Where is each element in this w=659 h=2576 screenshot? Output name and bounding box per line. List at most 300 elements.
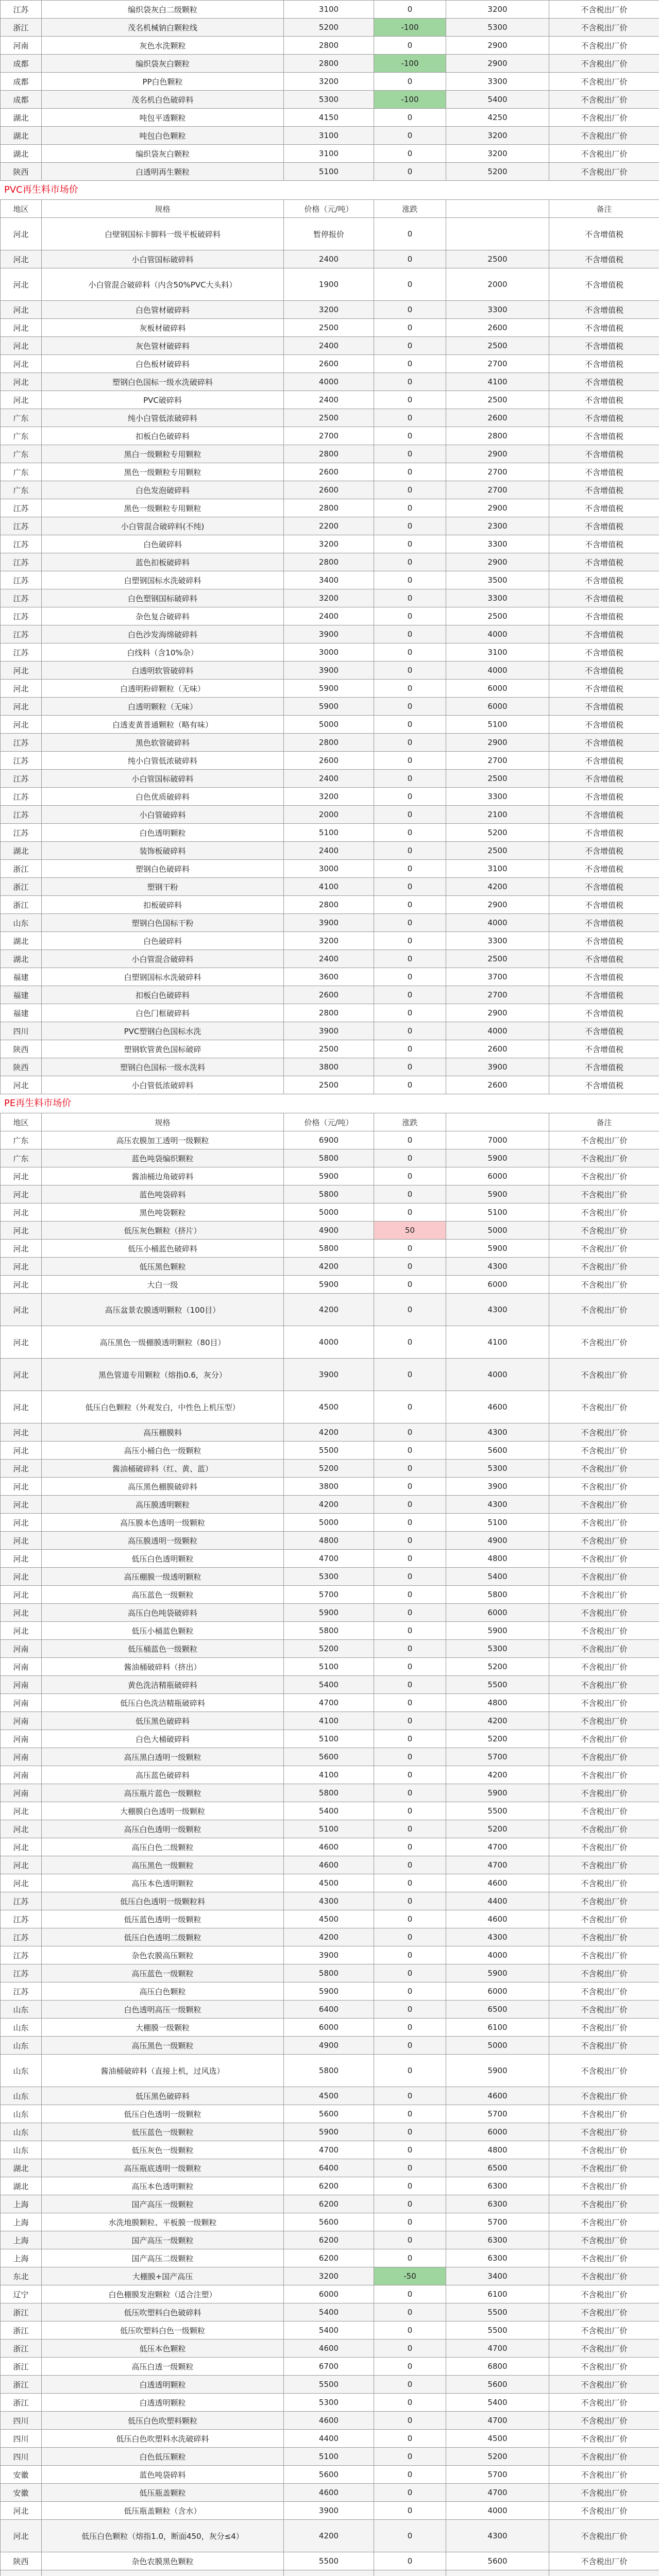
remark-cell: 不含增值税 (549, 301, 659, 319)
change-cell: 0 (374, 1240, 446, 1258)
price-high-cell: 5600 (446, 2376, 549, 2394)
region-cell: 河北 (1, 698, 42, 716)
price-cell: 4100 (284, 1712, 374, 1730)
price-high-cell: 5900 (446, 1149, 549, 1167)
price-high-cell: 2900 (446, 734, 549, 752)
price-high-cell: 2500 (446, 950, 549, 968)
region-cell: 江苏 (1, 535, 42, 553)
table-row (1, 1, 659, 19)
price-high-cell: 2600 (446, 1076, 549, 1094)
change-cell: -100 (374, 19, 446, 37)
price-high-cell: 5400 (446, 1568, 549, 1586)
header-price: 价格（元/吨） (284, 200, 374, 218)
region-cell: 河南 (1, 1676, 42, 1694)
price-cell: 2400 (284, 842, 374, 860)
change-cell: 0 (374, 319, 446, 337)
price-high-cell: 3300 (446, 932, 549, 950)
region-cell: 山东 (1, 2105, 42, 2123)
spec-cell: 低压白色透明颗粒 (42, 1550, 284, 1568)
spec-cell: 低压黑色破碎料 (42, 2087, 284, 2105)
table-row (1, 571, 659, 589)
table-row (1, 463, 659, 481)
remark-cell: 不含税出厂价 (549, 1149, 659, 1167)
change-cell: -50 (374, 2267, 446, 2285)
price-high-cell: 5300 (446, 1640, 549, 1658)
table-row (1, 1131, 659, 1149)
change-cell: 0 (374, 1058, 446, 1076)
change-cell: 0 (374, 2105, 446, 2123)
spec-cell: 塑钢白色破碎料 (42, 860, 284, 878)
region-cell: 成都 (1, 55, 42, 73)
price-cell: 5500 (284, 2552, 374, 2570)
table-row (1, 1874, 659, 1892)
region-cell: 山东 (1, 2141, 42, 2159)
table-row (1, 589, 659, 607)
table-row (1, 625, 659, 643)
table-row (1, 2087, 659, 2105)
price-high-cell: 3300 (446, 73, 549, 91)
change-cell: 0 (374, 1294, 446, 1326)
change-cell: 0 (374, 391, 446, 409)
table-row (1, 2001, 659, 2019)
change-cell: 0 (374, 1478, 446, 1496)
price-high-cell: 2700 (446, 752, 549, 770)
spec-cell: 灰色管材破碎料 (42, 337, 284, 355)
remark-cell: 不含税出厂价 (549, 2340, 659, 2358)
remark-cell: 不含税出厂价 (549, 1622, 659, 1640)
table-row (1, 2570, 659, 2576)
price-high-cell: 5700 (446, 2213, 549, 2231)
price-cell: 5800 (284, 1185, 374, 1204)
spec-cell: 装饰板破碎料 (42, 842, 284, 860)
price-cell: 2800 (284, 1004, 374, 1022)
table-row (1, 2430, 659, 2448)
spec-cell: 高压棚膜一级透明颗粒 (42, 1568, 284, 1586)
price-high-cell: 2000 (446, 268, 549, 301)
change-cell: 0 (374, 1550, 446, 1568)
remark-cell: 不含增值税 (549, 268, 659, 301)
spec-cell: 酱油桶破碎料（红、黄、蓝） (42, 1460, 284, 1478)
spec-cell: 低压白色透明二级颗粒 (42, 1928, 284, 1946)
region-cell: 河北 (1, 1496, 42, 1514)
price-high-cell: 5100 (446, 716, 549, 734)
table-row (1, 1856, 659, 1874)
price-high-cell: 5200 (446, 1730, 549, 1748)
price-high-cell: 4900 (446, 1532, 549, 1550)
price-cell: 3200 (284, 788, 374, 806)
region-cell: 河北 (1, 1204, 42, 1222)
spec-cell: 白色门框破碎料 (42, 1004, 284, 1022)
table-row (1, 1694, 659, 1712)
remark-cell: 不含税出厂价 (549, 1294, 659, 1326)
remark-cell: 不含税出厂价 (549, 1712, 659, 1730)
header-spec: 规格 (42, 200, 284, 218)
price-high-cell: 2800 (446, 427, 549, 445)
region-cell: 河南 (1, 1712, 42, 1730)
spec-cell: 塑钢白色国标一级水洗破碎料 (42, 373, 284, 391)
region-cell: 河北 (1, 268, 42, 301)
change-cell (374, 2570, 446, 2576)
price-high-cell: 4800 (446, 1550, 549, 1568)
change-cell: 0 (374, 2285, 446, 2303)
remark-cell: 不含税出厂价 (549, 2055, 659, 2087)
spec-cell: 黑色一级颗粒专用颗粒 (42, 499, 284, 517)
table-row (1, 1550, 659, 1568)
price-high-cell: 5900 (446, 1964, 549, 1982)
region-cell: 湖北 (1, 932, 42, 950)
remark-cell: 不含税出厂价 (549, 1856, 659, 1874)
region-cell: 成都 (1, 91, 42, 109)
region-cell: 陕西 (1, 1058, 42, 1076)
spec-cell: 水洗地膜颗粒、平板膜一级颗粒 (42, 2213, 284, 2231)
change-cell: 0 (374, 301, 446, 319)
remark-cell: 不含增值税 (549, 860, 659, 878)
change-cell: 0 (374, 1, 446, 19)
change-cell: 0 (374, 1658, 446, 1676)
remark-cell: 不含税出厂价 (549, 2502, 659, 2520)
change-cell: 0 (374, 218, 446, 250)
spec-cell: 塑钢软管黄色国标破碎 (42, 1040, 284, 1058)
price-cell: 5100 (284, 1658, 374, 1676)
remark-cell: 不含税出厂价 (549, 1204, 659, 1222)
spec-cell: 塑钢干粉 (42, 878, 284, 896)
region-cell: 广东 (1, 463, 42, 481)
header-blank (446, 200, 549, 218)
change-cell: 0 (374, 2552, 446, 2570)
change-cell: 0 (374, 517, 446, 535)
remark-cell: 不含税出厂价 (549, 2213, 659, 2231)
price-high-cell: 6500 (446, 2159, 549, 2177)
price-cell: 3000 (284, 643, 374, 662)
price-high-cell: 5000 (446, 1222, 549, 1240)
price-cell: 5900 (284, 698, 374, 716)
region-cell: 陕西 (1, 2552, 42, 2570)
remark-cell: 不含税出厂价 (549, 2195, 659, 2213)
spec-cell: 白塑钢国标水洗破碎料 (42, 968, 284, 986)
price-high-cell: 6300 (446, 2231, 549, 2249)
spec-cell: 大棚膜一级颗粒 (42, 2019, 284, 2037)
remark-cell: 不含税出厂价 (549, 1946, 659, 1964)
change-cell: 0 (374, 1359, 446, 1391)
price-cell: 4150 (284, 109, 374, 127)
top-price-table (0, 0, 659, 181)
price-cell: 5800 (284, 1149, 374, 1167)
region-cell: 河北 (1, 1359, 42, 1391)
price-cell: 5100 (284, 2448, 374, 2466)
region-cell: 江苏 (1, 1964, 42, 1982)
price-cell: 3900 (284, 662, 374, 680)
price-cell: 2200 (284, 517, 374, 535)
remark-cell: 不含税出厂价 (549, 1586, 659, 1604)
remark-cell: 不含税出厂价 (549, 2141, 659, 2159)
region-cell: 河北 (1, 1326, 42, 1359)
price-high-cell: 2700 (446, 355, 549, 373)
region-cell: 四川 (1, 2430, 42, 2448)
spec-cell: 酱油桶边角破碎料 (42, 1167, 284, 1185)
price-cell: 5100 (284, 1820, 374, 1838)
spec-cell: 低压蓝色一级颗粒 (42, 2123, 284, 2141)
region-cell: 广东 (1, 427, 42, 445)
table-row (1, 770, 659, 788)
price-high-cell: 5400 (446, 2394, 549, 2412)
region-cell: 山东 (1, 914, 42, 932)
spec-cell: 吨包白色颗粒 (42, 127, 284, 145)
change-cell: 0 (374, 2484, 446, 2502)
price-cell: 5400 (284, 1802, 374, 1820)
price-high-cell: 3100 (446, 643, 549, 662)
price-cell: 6000 (284, 2285, 374, 2303)
spec-cell: 白透透明颗粒 (42, 2394, 284, 2412)
change-cell: 0 (374, 1391, 446, 1423)
spec-cell: 小白管破碎料 (42, 806, 284, 824)
price-high-cell: 2600 (446, 1040, 549, 1058)
table-row (1, 2358, 659, 2376)
price-cell: 5000 (284, 1514, 374, 1532)
remark-cell: 不含增值税 (549, 481, 659, 499)
spec-cell: 低压蓝色透明一级颗粒 (42, 1910, 284, 1928)
change-cell: 0 (374, 1586, 446, 1604)
spec-cell: 白透麦黄普通颗粒（略有味） (42, 716, 284, 734)
change-cell: 0 (374, 1784, 446, 1802)
remark-cell: 不含增值税 (549, 896, 659, 914)
table-row (1, 2484, 659, 2502)
price-cell: 2500 (284, 1040, 374, 1058)
spec-cell: 国产高压一级颗粒 (42, 2195, 284, 2213)
price-cell: 5000 (284, 716, 374, 734)
change-cell: 0 (374, 2430, 446, 2448)
price-high-cell: 3300 (446, 535, 549, 553)
price-cell: 2600 (284, 986, 374, 1004)
table-row (1, 1892, 659, 1910)
spec-cell: 编织袋灰白颗粒 (42, 145, 284, 163)
region-cell: 江苏 (1, 734, 42, 752)
price-cell: 2400 (284, 950, 374, 968)
table-row (1, 535, 659, 553)
table-row (1, 1326, 659, 1359)
region-cell: 河北 (1, 1820, 42, 1838)
table-row (1, 445, 659, 463)
region-cell: 河北 (1, 1258, 42, 1276)
spec-cell: 白线料（含10%杂） (42, 643, 284, 662)
change-cell: 0 (374, 1766, 446, 1784)
remark-cell: 不含税出厂价 (549, 1514, 659, 1532)
region-cell: 浙江 (1, 878, 42, 896)
spec-cell: 白透明颗粒（无味） (42, 698, 284, 716)
pvc-section-title: PVC再生料市场价 (0, 181, 659, 199)
region-cell: 河北 (1, 301, 42, 319)
change-cell: 0 (374, 1820, 446, 1838)
price-cell: 3900 (284, 1022, 374, 1040)
price-cell: 2400 (284, 337, 374, 355)
spec-cell: 低压白色吹塑料颗粒 (42, 2412, 284, 2430)
spec-cell: 高压白透一级颗粒 (42, 2358, 284, 2376)
price-cell: 4200 (284, 1294, 374, 1326)
remark-cell: 不含税出厂价 (549, 1568, 659, 1586)
remark-cell: 不含税出厂价 (549, 1910, 659, 1928)
spec-cell: 高压农膜加工透明一级颗粒 (42, 1131, 284, 1149)
spec-cell: 小白管混合破碎料(不纯) (42, 517, 284, 535)
header-change: 涨跌 (374, 1113, 446, 1131)
remark-cell: 不含税出厂价 (549, 2552, 659, 2570)
region-cell: 山东 (1, 2087, 42, 2105)
price-cell: 5900 (284, 2123, 374, 2141)
table-row (1, 1748, 659, 1766)
spec-cell: 高压棚膜料 (42, 1423, 284, 1442)
remark-cell: 不含增值税 (549, 319, 659, 337)
region-cell: 河北 (1, 218, 42, 250)
price-cell: 5800 (284, 1622, 374, 1640)
change-cell: 0 (374, 2087, 446, 2105)
price-high-cell: 5300 (446, 19, 549, 37)
table-row (1, 1946, 659, 1964)
change-cell: 0 (374, 268, 446, 301)
remark-cell: 不含税出厂价 (549, 2159, 659, 2177)
change-cell: 0 (374, 806, 446, 824)
change-cell: 0 (374, 1442, 446, 1460)
region-cell: 上海 (1, 2195, 42, 2213)
change-cell: 0 (374, 914, 446, 932)
region-cell: 陕西 (1, 163, 42, 181)
price-cell: 4200 (284, 1423, 374, 1442)
spec-cell: 塑钢白色国标一级水洗料 (42, 1058, 284, 1076)
change-cell: 0 (374, 1423, 446, 1442)
remark-cell: 不含税出厂价 (549, 1928, 659, 1946)
price-high-cell: 4300 (446, 2520, 549, 2552)
header-change: 涨跌 (374, 200, 446, 218)
spec-cell: 高压黑白透明一级颗粒 (42, 1748, 284, 1766)
table-row (1, 2249, 659, 2267)
remark-cell: 不含税出厂价 (549, 2321, 659, 2340)
price-high-cell: 5900 (446, 1784, 549, 1802)
change-cell: 0 (374, 109, 446, 127)
remark-cell: 不含增值税 (549, 1040, 659, 1058)
table-row (1, 1478, 659, 1496)
price-cell: 4000 (284, 1326, 374, 1359)
header-remark: 备注 (549, 1113, 659, 1131)
region-cell: 上海 (1, 2249, 42, 2267)
price-cell: 4900 (284, 1222, 374, 1240)
table-row (1, 1676, 659, 1694)
region-cell: 河南 (1, 1766, 42, 1784)
change-cell: 0 (374, 337, 446, 355)
spec-cell: 高压白色二级颗粒 (42, 1838, 284, 1856)
table-row (1, 37, 659, 55)
region-cell: 浙江 (1, 2321, 42, 2340)
table-row (1, 499, 659, 517)
table-row (1, 517, 659, 535)
spec-cell: 高压本色透明颗粒 (42, 1874, 284, 1892)
price-high-cell: 6500 (446, 2001, 549, 2019)
price-cell: 4500 (284, 2087, 374, 2105)
change-cell: 0 (374, 409, 446, 427)
price-high-cell: 5200 (446, 824, 549, 842)
remark-cell: 不含增值税 (549, 427, 659, 445)
remark-cell: 不含增值税 (549, 806, 659, 824)
table-row (1, 2019, 659, 2037)
change-cell: 0 (374, 607, 446, 625)
remark-cell: 不含税出厂价 (549, 2285, 659, 2303)
price-cell: 5300 (284, 91, 374, 109)
price-cell: 4500 (284, 1910, 374, 1928)
table-row (1, 1004, 659, 1022)
remark-cell: 不含增值税 (549, 734, 659, 752)
table-row (1, 2195, 659, 2213)
remark-cell: 不含税出厂价 (549, 127, 659, 145)
spec-cell: 大白一级 (42, 1276, 284, 1294)
region-cell: 河北 (1, 1856, 42, 1874)
price-high-cell: 2900 (446, 445, 549, 463)
remark-cell: 不含增值税 (549, 445, 659, 463)
table-row (1, 1149, 659, 1167)
price-high-cell: 4800 (446, 1694, 549, 1712)
change-cell: 0 (374, 571, 446, 589)
table-row (1, 1204, 659, 1222)
change-cell: 0 (374, 860, 446, 878)
table-row (1, 1058, 659, 1076)
region-cell: 四川 (1, 2412, 42, 2430)
price-high-cell: 6000 (446, 680, 549, 698)
price-cell: 3600 (284, 968, 374, 986)
spec-cell: PVC塑钢白色国标水洗 (42, 1022, 284, 1040)
price-high-cell: 4600 (446, 1874, 549, 1892)
region-cell: 安徽 (1, 2484, 42, 2502)
remark-cell: 不含增值税 (549, 571, 659, 589)
region-cell: 浙江 (1, 2340, 42, 2358)
table-row (1, 2502, 659, 2520)
change-cell: 0 (374, 1131, 446, 1149)
price-cell: 5300 (284, 2394, 374, 2412)
price-high-cell: 5200 (446, 1658, 549, 1676)
price-high-cell: 2100 (446, 806, 549, 824)
price-cell: 4500 (284, 1874, 374, 1892)
remark-cell: 不含增值税 (549, 878, 659, 896)
spec-cell: 黑色吨袋颗粒 (42, 1204, 284, 1222)
remark-cell: 不含税出厂价 (549, 1802, 659, 1820)
price-high-cell: 6000 (446, 1276, 549, 1294)
region-cell: 河北 (1, 1276, 42, 1294)
price-high-cell: 6300 (446, 2177, 549, 2195)
change-cell: 0 (374, 145, 446, 163)
price-cell: 5500 (284, 1442, 374, 1460)
table-row (1, 2520, 659, 2552)
remark-cell: 不含增值税 (549, 1004, 659, 1022)
table-row (1, 1022, 659, 1040)
spec-cell: 杂色农膜高压颗粒 (42, 1946, 284, 1964)
price-cell: 1900 (284, 268, 374, 301)
price-high-cell: 4100 (446, 1326, 549, 1359)
spec-cell: 塑钢白色国标干粉 (42, 914, 284, 932)
change-cell: 0 (374, 842, 446, 860)
spec-cell: 编织袋灰白颗粒 (42, 55, 284, 73)
price-high-cell: 4300 (446, 1423, 549, 1442)
remark-cell: 不含税出厂价 (549, 1820, 659, 1838)
remark-cell: 不含增值税 (549, 643, 659, 662)
price-high-cell: 3300 (446, 788, 549, 806)
region-cell: 湖北 (1, 127, 42, 145)
spec-cell: 白色透明高压一级颗粒 (42, 2001, 284, 2019)
spec-cell: 低压本色颗粒 (42, 2340, 284, 2358)
spec-cell: 高压瓶片蓝色一级颗粒 (42, 1784, 284, 1802)
price-cell: 5900 (284, 1982, 374, 2001)
price-cell: 2500 (284, 319, 374, 337)
spec-cell: 国产高压二级颗粒 (42, 2249, 284, 2267)
spec-cell: 低压白色吹塑料水洗破碎料 (42, 2430, 284, 2448)
price-cell: 3900 (284, 1359, 374, 1391)
change-cell: 0 (374, 1004, 446, 1022)
change-cell: 0 (374, 824, 446, 842)
region-cell: 河南 (1, 1730, 42, 1748)
price-cell: 3400 (284, 571, 374, 589)
